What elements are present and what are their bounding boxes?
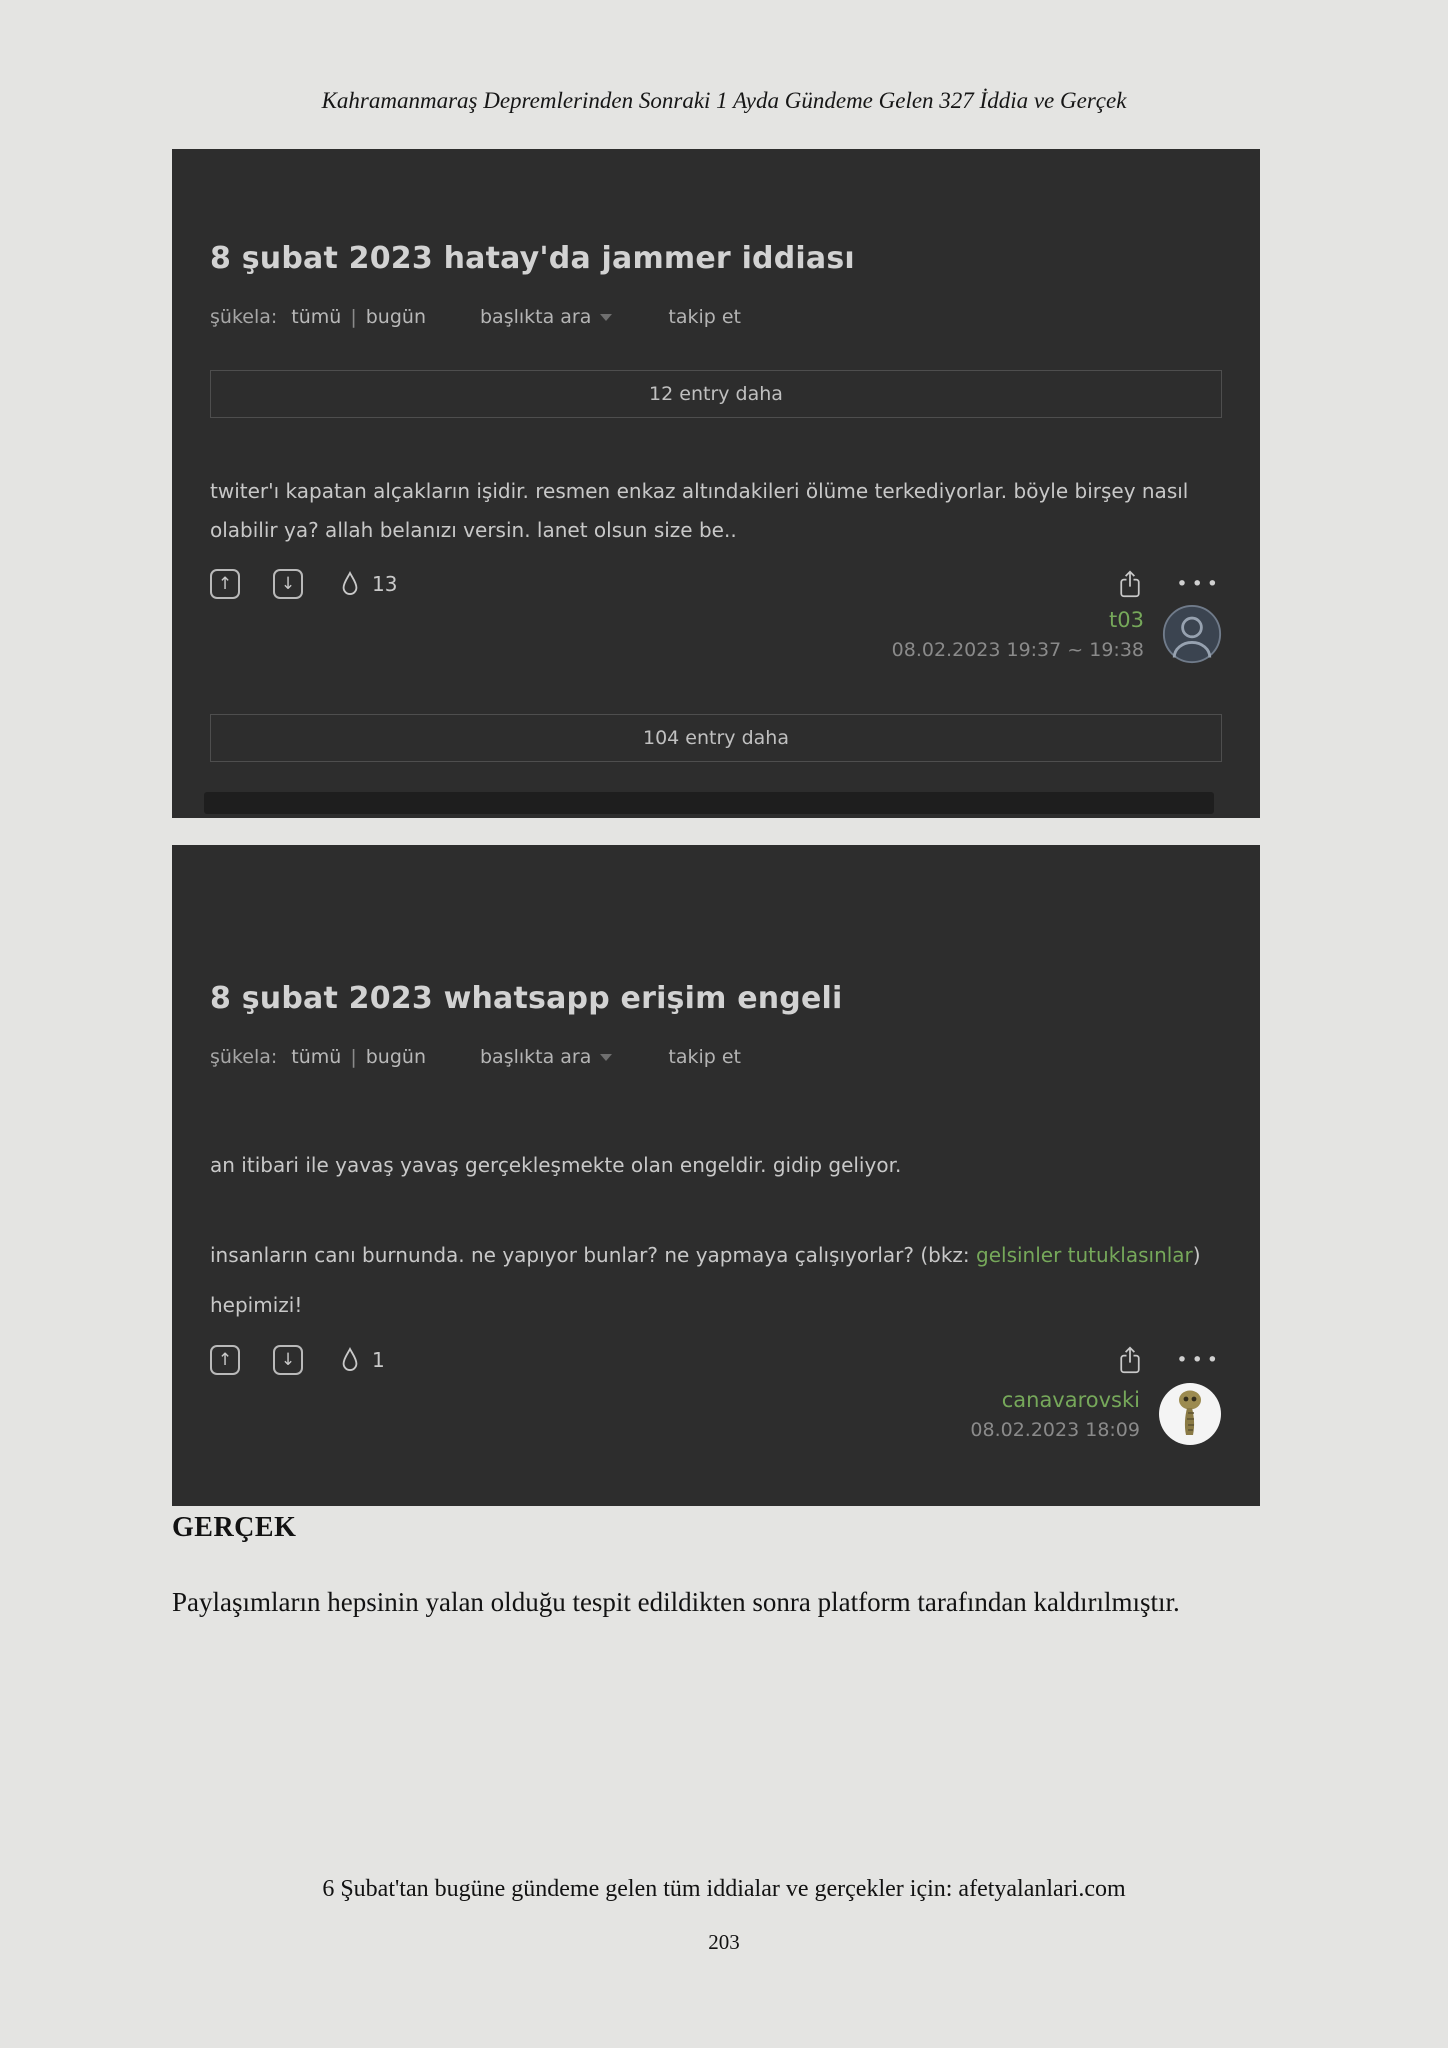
entry-meta <box>210 1382 1222 1446</box>
running-header: Kahramanmaraş Depremlerinden Sonraki 1 Ayda Gündeme Gelen 327 İddia ve Gerçek <box>321 88 1127 113</box>
more-entries-top-label: 12 entry daha <box>649 383 783 405</box>
collapsed-next-card-strip <box>204 792 1214 814</box>
search-in-topic-button[interactable] <box>480 306 612 328</box>
default-avatar-icon[interactable] <box>1162 604 1222 664</box>
filter-today-link[interactable]: bugün <box>365 306 426 328</box>
entry-text-before-link: insanların canı burnunda. ne yapıyor bunlar? ne yapmaya çalışıyorlar? (bkz: <box>210 1243 977 1267</box>
topic-title: 8 şubat 2023 hatay'da jammer iddiası <box>210 241 855 276</box>
filter-bar <box>210 306 1222 328</box>
filter-today-link[interactable]: bugün <box>365 1046 426 1068</box>
filter-bar <box>210 1046 1222 1068</box>
footer-note: 6 Şubat'tan bugüne gündeme gelen tüm iddialar ve gerçekler için: afetyalanlari.com <box>322 1876 1126 1902</box>
sukela-label: şükela: <box>210 306 278 328</box>
entry-action-bar <box>210 568 1222 600</box>
search-in-topic-button[interactable] <box>480 1046 612 1068</box>
droplet-icon <box>339 1346 361 1374</box>
favorite-count: 1 <box>372 1348 385 1372</box>
eksisozluk-screenshot-whatsapp <box>172 845 1260 1506</box>
downvote-button[interactable]: ↓ <box>273 1345 303 1375</box>
sukela-label: şükela: <box>210 1046 278 1068</box>
topic-title: 8 şubat 2023 whatsapp erişim engeli <box>210 981 843 1016</box>
favorite-button[interactable] <box>339 1346 385 1374</box>
share-icon[interactable] <box>1116 1344 1146 1376</box>
entry-timestamp: 08.02.2023 18:09 <box>970 1418 1140 1441</box>
share-icon[interactable] <box>1116 568 1146 600</box>
verdict-heading: GERÇEK <box>172 1512 297 1543</box>
entry-meta-text <box>970 1388 1140 1441</box>
follow-button[interactable]: takip et <box>668 1046 742 1068</box>
follow-button[interactable]: takip et <box>668 306 742 328</box>
filter-all-link[interactable]: tümü <box>291 306 342 328</box>
filter-separator: | <box>350 1046 357 1068</box>
entry-meta <box>210 604 1222 664</box>
author-link[interactable]: canavarovski <box>1001 1387 1140 1412</box>
more-entries-bottom-label: 104 entry daha <box>643 727 789 749</box>
user-avatar-skull[interactable] <box>1158 1382 1222 1446</box>
more-entries-bottom-button[interactable] <box>210 714 1222 762</box>
filter-separator: | <box>350 306 357 328</box>
more-menu-icon[interactable]: ••• <box>1176 573 1222 595</box>
search-in-topic-label: başlıkta ara <box>479 306 592 328</box>
downvote-button[interactable]: ↓ <box>273 569 303 599</box>
entry-action-bar <box>210 1344 1222 1376</box>
filter-all-link[interactable]: tümü <box>291 1046 342 1068</box>
entry-timestamp: 08.02.2023 19:37 ~ 19:38 <box>891 638 1144 661</box>
upvote-button[interactable]: ↑ <box>210 569 240 599</box>
page-number: 203 <box>708 1930 740 1954</box>
droplet-icon <box>339 570 361 598</box>
entry-text-after-link: ) hepimizi! <box>210 1243 1201 1317</box>
verdict-body: Paylaşımların hepsinin yalan olduğu tespit edildikten sonra platform tarafından kaldırılmıştır. <box>172 1587 1180 1617</box>
entry-text: twiter'ı kapatan alçakların işidir. resmen enkaz altındakileri ölüme terkediyorlar. böyle birşey nasıl olabilir ya? allah belanızı versin. lanet olsun size be.. <box>210 479 1189 542</box>
bkz-link[interactable]: gelsinler tutuklasınlar <box>976 1243 1193 1267</box>
more-entries-top-button[interactable] <box>210 370 1222 418</box>
entry-text: an itibari ile yavaş yavaş gerçekleşmekte olan engeldir. gidip geliyor. <box>210 1153 902 1177</box>
chevron-down-icon <box>600 314 612 321</box>
search-in-topic-label: başlıkta ara <box>479 1046 592 1068</box>
favorite-count: 13 <box>372 572 398 596</box>
eksisozluk-screenshot-jammer <box>172 149 1260 818</box>
entry-meta-text <box>892 608 1144 661</box>
author-link[interactable]: t03 <box>1109 607 1144 632</box>
entry-text <box>210 1230 1222 1330</box>
favorite-button[interactable] <box>339 570 397 598</box>
chevron-down-icon <box>600 1054 612 1061</box>
upvote-button[interactable]: ↑ <box>210 1345 240 1375</box>
more-menu-icon[interactable]: ••• <box>1176 1349 1222 1371</box>
